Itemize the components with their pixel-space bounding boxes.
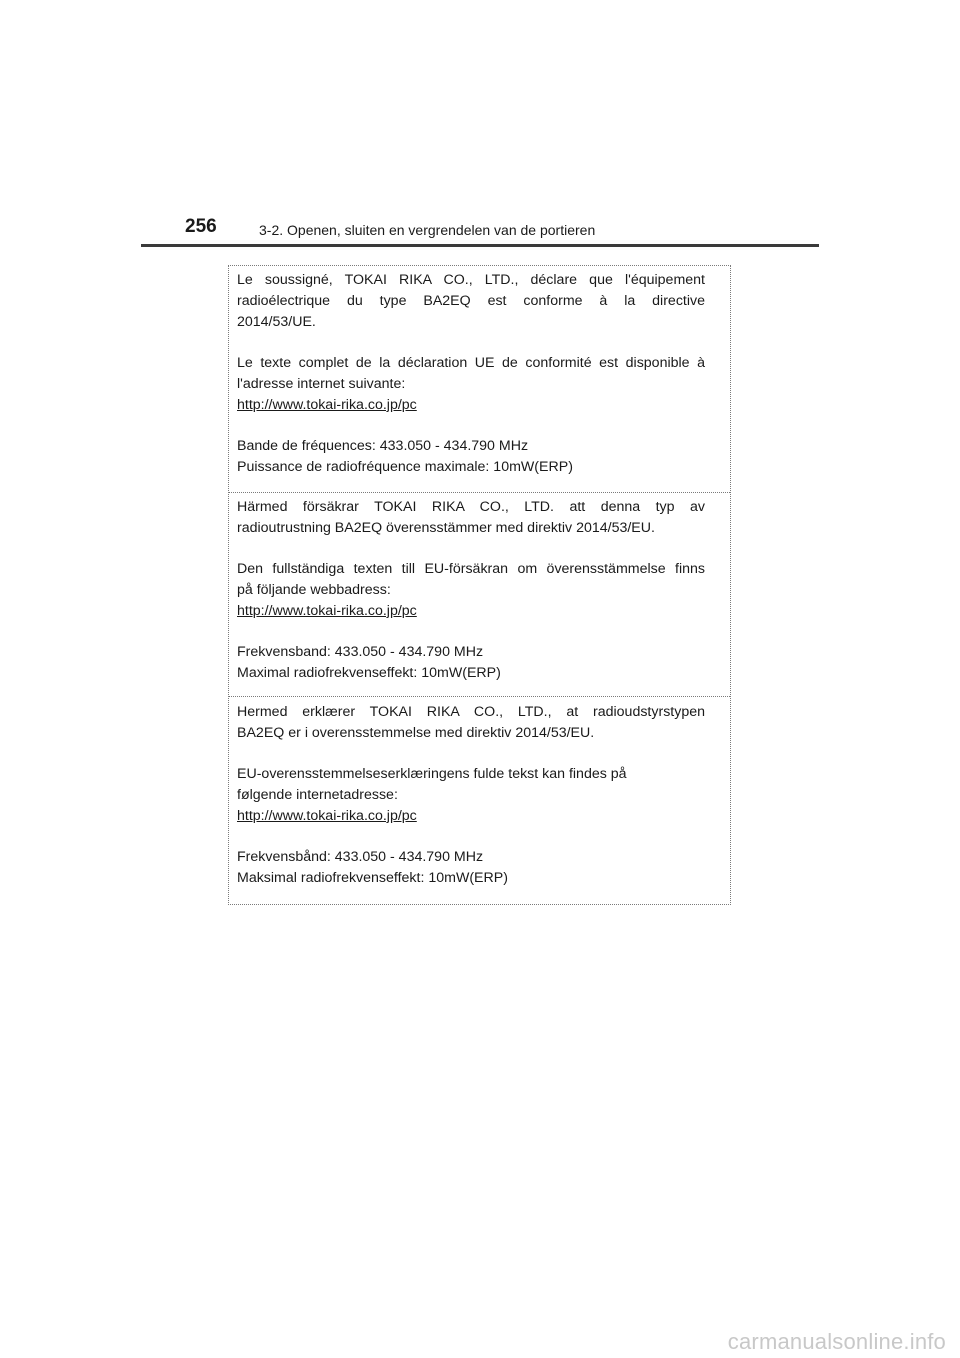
text-line: følgende internetadresse: xyxy=(237,787,398,803)
text-line: på följande webbadress: xyxy=(237,582,391,598)
max-power: Puissance de radiofréquence maximale: 10mW(ERP) xyxy=(237,459,573,475)
declaration-box xyxy=(228,265,731,905)
conformity-paragraph xyxy=(237,559,705,622)
declaration-section-fr xyxy=(229,270,730,478)
conformity-paragraph xyxy=(237,353,705,416)
declaration-paragraph xyxy=(237,702,705,744)
max-power: Maximal radiofrekvenseffekt: 10mW(ERP) xyxy=(237,665,501,681)
text-line: 2014/53/UE. xyxy=(237,314,316,330)
declaration-section-sv xyxy=(229,492,730,684)
frequency-band: Frekvensband: 433.050 - 434.790 MHz xyxy=(237,644,484,660)
declaration-paragraph xyxy=(237,497,705,539)
page-header xyxy=(185,214,825,248)
page-number: 256 xyxy=(185,216,217,237)
frequency-band: Bande de fréquences: 433.050 - 434.790 MHz xyxy=(237,438,529,454)
text-line: EU-overensstemmelseserklæringens fulde tekst kan findes på xyxy=(237,766,627,782)
header-rule xyxy=(141,244,819,247)
text-line: Den fullständiga texten till EU-försäkran om överensstämmelse finns xyxy=(237,561,705,577)
declaration-paragraph xyxy=(237,270,705,333)
frequency-band: Frekvensbånd: 433.050 - 434.790 MHz xyxy=(237,849,484,865)
conformity-paragraph xyxy=(237,764,705,827)
text-line: Hermed erklærer TOKAI RIKA CO., LTD., at radioudstyrstypen xyxy=(237,704,705,720)
declaration-link[interactable]: http://www.tokai-rika.co.jp/pc xyxy=(237,808,417,824)
spec-paragraph xyxy=(237,642,705,684)
text-line: BA2EQ er i overensstemmelse med direktiv 2014/53/EU. xyxy=(237,725,595,741)
max-power: Maksimal radiofrekvenseffekt: 10mW(ERP) xyxy=(237,870,508,886)
text-line: radioutrustning BA2EQ överensstämmer med direktiv 2014/53/EU. xyxy=(237,520,655,536)
spec-paragraph xyxy=(237,847,705,889)
declaration-link[interactable]: http://www.tokai-rika.co.jp/pc xyxy=(237,603,417,619)
text-line: l'adresse internet suivante: xyxy=(237,376,406,392)
text-line: radioélectrique du type BA2EQ est conforme à la directive xyxy=(237,293,705,309)
section-title: 3-2. Openen, sluiten en vergrendelen van de portieren xyxy=(259,222,596,238)
site-watermark: carmanualsonline.info xyxy=(727,1329,946,1354)
declaration-section-da xyxy=(229,696,730,889)
text-line: Härmed försäkrar TOKAI RIKA CO., LTD. att denna typ av xyxy=(237,499,705,515)
declaration-link[interactable]: http://www.tokai-rika.co.jp/pc xyxy=(237,397,417,413)
text-line: Le texte complet de la déclaration UE de conformité est disponible à xyxy=(237,355,705,371)
text-line: Le soussigné, TOKAI RIKA CO., LTD., déclare que l'équipement xyxy=(237,272,705,288)
spec-paragraph xyxy=(237,436,705,478)
